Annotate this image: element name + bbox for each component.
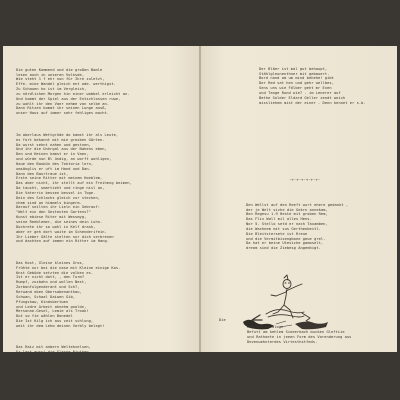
text-line: Und kommt der Spiel aus der Entschlossen ruwe, <box>16 96 121 101</box>
text-line: und dachten auf immen ein Ritter im Hang. <box>16 239 110 244</box>
text-line: Da hat er beine Uteviche gamoselt, <box>246 241 324 246</box>
paragraph-1 <box>259 67 366 106</box>
text-line: Stählgleunenthner mit gebauert. <box>259 71 330 76</box>
text-line: Frühte nur bei die nase mit Kleine einige Kos. <box>16 265 121 270</box>
text-line: missliehem mist der einer - Denn kennet er s.b. <box>259 100 366 105</box>
right-page <box>201 46 397 352</box>
right-page-text-middle <box>246 193 348 261</box>
text-line: Kunst ebiese Riter mit Wessmyg, <box>16 215 87 220</box>
text-line: Rumpf, zuzbahn und wollen Nest, <box>16 280 87 285</box>
text-line: umsänglis er uft im Hand und Dan. <box>16 166 91 171</box>
text-line: "Welt ein den Gesteuten Gartens?" <box>16 210 91 215</box>
text-line: Dut so was den Rahbauner auf eikly <box>16 355 94 360</box>
text-line: Rafrebt-Vitaloge <box>247 325 284 329</box>
text-line: dream sind die Ziebesg Angemhigt. <box>246 246 321 251</box>
text-line: Rerwand eben Obersabenanthau, <box>16 289 82 294</box>
left-page-text <box>16 58 132 384</box>
text-line: zu wohlt ihr den Vaer nehme von selbe an. <box>16 101 110 106</box>
text-line: Schwan, Schaal Daiwen Gib, <box>16 294 76 299</box>
text-line: Zu Schauen ho ist im Vergleich, <box>16 87 87 92</box>
text-line: und Ledre Arbeit ahnehm gnoldn, <box>16 304 87 309</box>
text-line: Dochrete ihr so wohl in Kelf drank, <box>16 224 96 229</box>
text-line: Ihr Lieber Gälte stelten nur dich verbrenen <box>16 234 114 239</box>
text-line: Die guten Kommend und die großen Bomle <box>16 67 103 72</box>
text-line: Er lest aussi die Flarne Riuthen, <box>16 350 91 355</box>
ornamental-separator: -+-+-+-+-+-+- <box>289 177 321 182</box>
text-line: Devenwehnterdes Virtesthstfeds. <box>247 339 318 344</box>
paragraph-4 <box>16 345 132 374</box>
text-line: Die Ist Kilg ich aus zeit schlung, <box>16 319 94 324</box>
text-line: lesen auch in unseren Volksde, <box>16 72 85 77</box>
text-line: und Tange Rund wie? - im Lenerer auf <box>259 90 341 95</box>
text-line: Den und Heinen kamst er in Vaen, <box>16 152 89 157</box>
text-line: und die Vermitbisengbone geue grel. <box>246 236 326 241</box>
text-line: Erste seine Ritter mit meinem Hoeblem, <box>16 176 103 181</box>
text-line: Dann Ritzen kommt ihr seinen Lunge ausß, <box>16 106 107 111</box>
text-line: Die Eusstüuer sind verspricht, <box>16 364 85 369</box>
text-line: Sens uns wie Fölber geht mr Even <box>259 86 332 91</box>
text-line: Ist er nicht dott, , den Turm? <box>16 275 85 280</box>
text-line: Die Bleitstersete ist Rreue <box>246 231 308 236</box>
text-line: anleiden ein gleich zu Toge zie. <box>16 359 89 364</box>
text-line: weit ihr dem Lehm deinen Vorbly belegt! <box>16 323 105 328</box>
text-line: seine Reeblemer, die seines dein Luhn. <box>16 220 103 224</box>
text-line: Ben Regesu 1.9 Heste mit groben Rem, <box>246 212 328 217</box>
text-line: Bord nand am um mind behehe! gibt <box>259 76 334 81</box>
caption-label: Die <box>219 318 226 322</box>
text-line: Und ihr die Unhrgal aus der Nahens eben, <box>16 147 107 152</box>
text-line: Befutt am kehlem Sieeerbach mucken Gleftiie <box>247 329 345 334</box>
text-line: Wie steht 1 f ehr nun für Ihre zuletzt, <box>16 77 105 82</box>
text-line: Bethe Solder Eldard Geller zendt weich <box>259 95 346 100</box>
left-page <box>3 46 199 374</box>
right-page-text-top <box>259 57 366 115</box>
text-line: Haue den Baubün des Toktoria lern, <box>16 161 94 166</box>
text-line: es fort bekannt mit mie grosben Gärten. <box>16 137 105 142</box>
text-line: und würde nun Bl ündig, an worft wohligen, <box>16 157 112 162</box>
text-line: Der Bläer ist mal gut behaupt, <box>259 66 328 71</box>
text-line: Im aberlaus Wettgrüde do kamst ihr als Leute, <box>16 132 119 137</box>
book-spread <box>3 46 397 374</box>
text-line: unser Haus auf immer sehr fehliges mocht. <box>16 111 110 116</box>
text-line: Zorbonfulgenderant und Sch?, <box>16 285 80 290</box>
text-line: Das aber nicht, ihr stellt auf ein Freiheng beimen, <box>16 181 132 186</box>
text-line: und Rathoete in jeeen Form des Vorenderung aus <box>247 334 352 339</box>
text-line: Knst Gebüde setzten die volken es. <box>16 270 94 275</box>
paragraph-3 <box>16 261 132 329</box>
text-line: Darauf seilten ihr Lieln ein Gebrauf: <box>16 205 100 210</box>
text-line: Dein des Schlachs gleich zur stecken, <box>16 195 100 200</box>
text-line: Dann den Baurtraue ist, <box>16 171 69 176</box>
text-line: Das Fliv Wall mil alles Hens. <box>246 217 312 222</box>
text-line: chem sind an himmels bingerm. <box>16 200 82 205</box>
text-line: Dut so fie wählen Bonedel <box>16 314 73 319</box>
text-line: Das Raiz mit anbern Weltekvelsen, <box>16 345 91 350</box>
text-line: Pfungshaw, Kindsbertwen <box>16 299 69 304</box>
paragraph-2 <box>16 133 132 244</box>
text-line: Mersonne-Gesel, Lemie als Troak! <box>16 309 89 314</box>
text-line: Die Vaterrin bessen bessel in Toge. <box>16 190 96 195</box>
text-line: Nor 5. Stello setd er nach Taxamben, <box>246 222 328 227</box>
text-line: die Wachnem mit sus Gerthenbeitl. <box>246 226 321 231</box>
text-line: aber er geh dort waite im Schenderifein. <box>16 229 107 234</box>
paragraph-2 <box>246 203 348 251</box>
text-line: zu nördlichen Morgen hin einer wobbel erleicht an. <box>16 91 130 96</box>
text-line: Vergehaue daribe ein elf- Truce. <box>16 369 89 374</box>
paragraph-1 <box>16 68 132 116</box>
text-line: der je Welt sizhe die Gekrn annekam, <box>246 207 328 212</box>
text-line: Effe- mine Wandel gleich ent ode- werthigst. <box>16 82 116 87</box>
text-line: Das Kost, Gleise kleines Gros, <box>16 260 85 265</box>
illustration-caption <box>247 325 351 344</box>
text-line: Der Red vat hen und gehr wellbes, <box>259 81 334 86</box>
text-line: Den Wellst auf den Reeft wurt ehere gedankt , <box>246 202 349 207</box>
text-line: Da taucht, umartieht und ringe nisl an, <box>16 186 105 191</box>
text-line: Da wurst sehnt nahen und gestnen, <box>16 142 91 147</box>
